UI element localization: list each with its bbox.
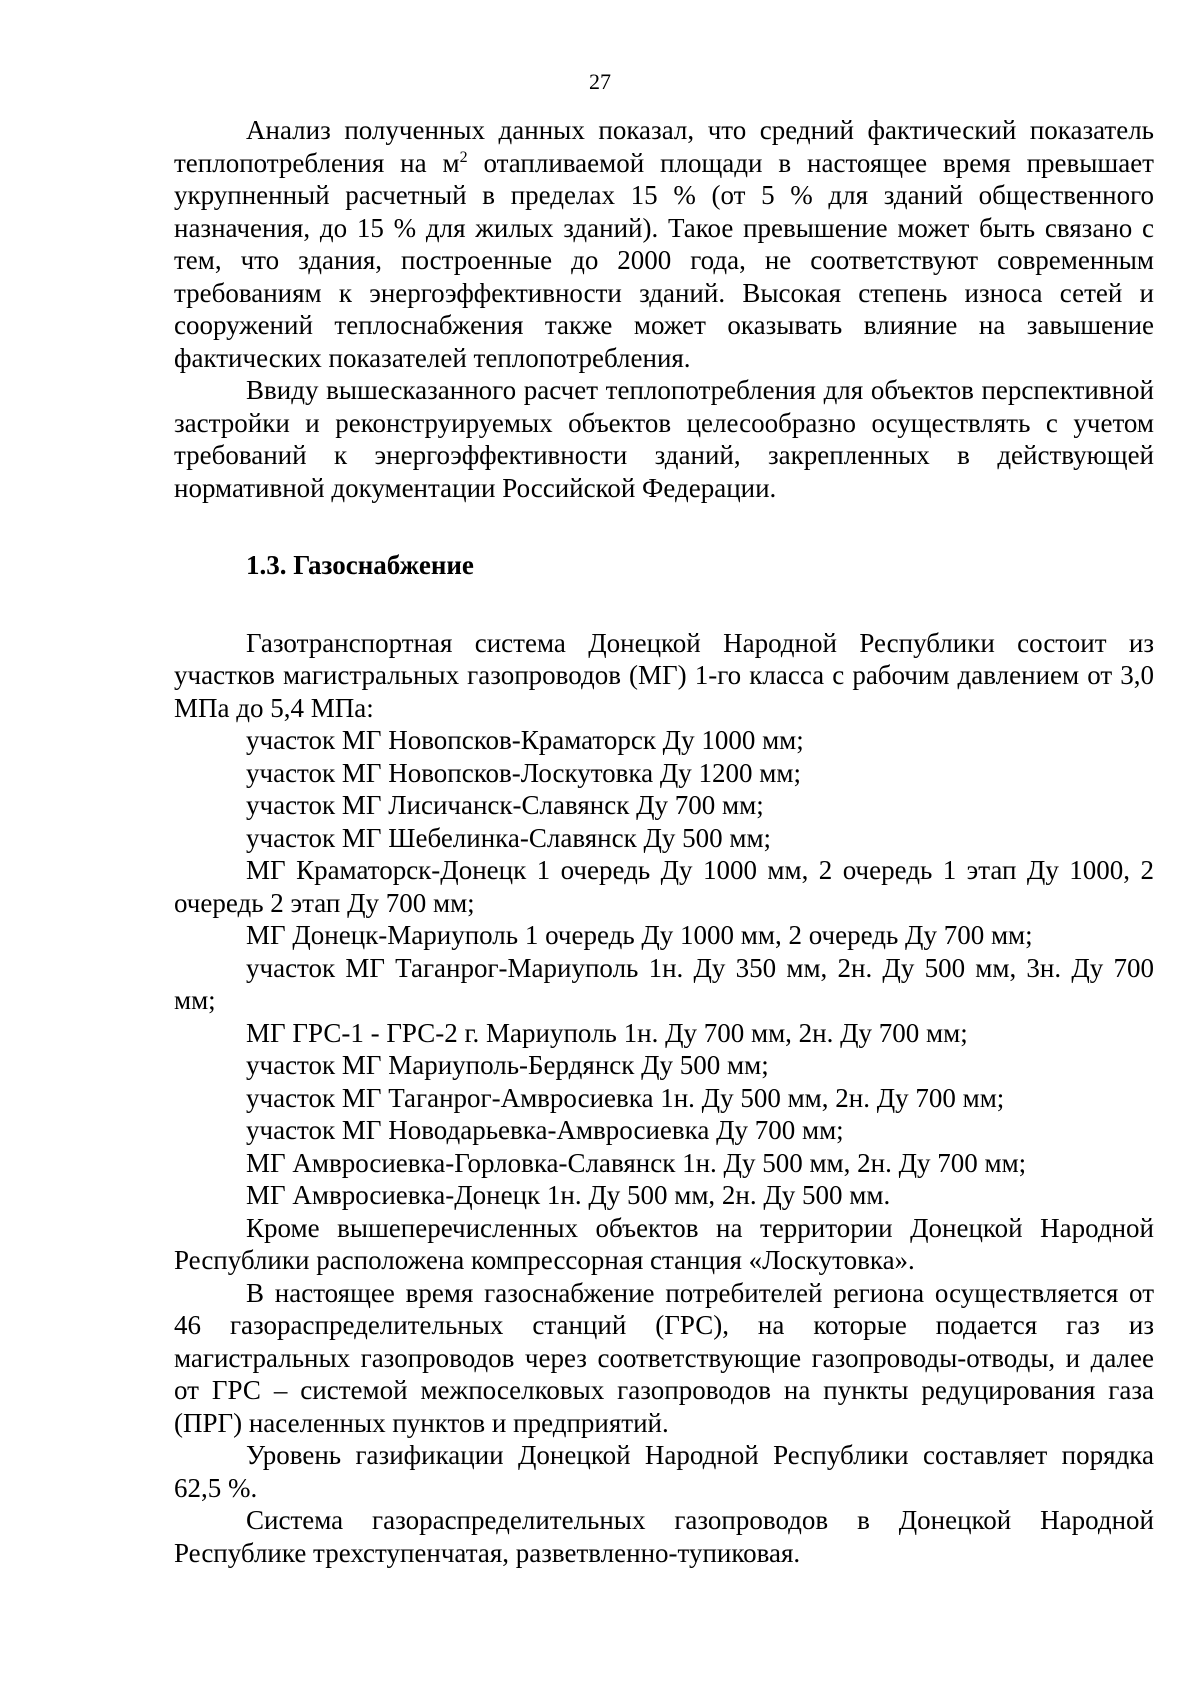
paragraph-gasification-level: Уровень газификации Донецкой Народной Республики составляет порядка 62,5 %. [174,1440,1154,1503]
list-item: участок МГ Новопсков-Краматорск Ду 1000 мм; [246,725,804,755]
section-heading: 1.3. Газоснабжение [246,550,474,580]
list-item: МГ Амвросиевка-Донецк 1н. Ду 500 мм, 2н. Ду 500 мм. [246,1180,891,1210]
list-item: МГ Амвросиевка-Горловка-Славянск 1н. Ду 500 мм, 2н. Ду 700 мм; [246,1147,1027,1178]
list-item: участок МГ Новопсков-Лоскутовка Ду 1200 мм; [246,757,801,788]
superscript-2: 2 [459,148,468,166]
paragraph-text: Анализ полученных данных показал, что средний фактический показатель теплопотребления на м [174,115,1154,178]
page-number: 27 [589,69,611,94]
pipeline-list [174,724,1154,1212]
list-item: МГ ГРС-1 - ГРС-2 г. Мариуполь 1н. Ду 700 мм, 2н. Ду 700 мм; [246,1017,968,1048]
list-item: участок МГ Мариуполь-Бердянск Ду 500 мм; [246,1050,769,1080]
list-item: участок МГ Таганрог-Мариуполь 1н. Ду 350 мм, 2н. Ду 500 мм, 3н. Ду 700 мм; [174,952,1154,1015]
paragraph-calculation-recommendation: Ввиду вышесказанного расчет теплопотребления для объектов перспективной застройки и реконструируемых объектов целесообразно осуществлять с учетом требований к энергоэффективности зданий, закрепленных в действующей нормативной документации Российской Федерации. [174,375,1154,503]
paragraph-compressor-station: Кроме вышеперечисленных объектов на территории Донецкой Народной Республики расположена компрессорная станция «Лоскутовка». [174,1212,1154,1275]
page-content [174,114,1154,1569]
paragraph-gas-transport-system: Газотранспортная система Донецкой Народной Республики состоит из участков магистральных газопроводов (МГ) 1-го класса с рабочим давлением от 3,0 МПа до 5,4 МПа: [174,627,1154,723]
list-item: участок МГ Таганрог-Амвросиевка 1н. Ду 500 мм, 2н. Ду 700 мм; [246,1082,1005,1113]
list-item: участок МГ Новодарьевка-Амвросиевка Ду 700 мм; [246,1115,844,1145]
paragraph-gas-supply: В настоящее время газоснабжение потребителей региона осуществляется от 46 газораспределительных станций (ГРС), на которые подается газ из магистральных газопроводов через соответствующие газопроводы-отводы, и далее от ГРС – системой межпоселковых газопроводов на пункты редуцирования газа (ПРГ) населенных пунктов и предприятий. [174,1277,1154,1438]
list-item: МГ Краматорск-Донецк 1 очередь Ду 1000 мм, 2 очередь 1 этап Ду 1000, 2 очередь 2 этап Ду 700 мм; [174,855,1154,918]
paragraph-heat-consumption-analysis [174,114,1154,374]
list-item: участок МГ Шебелинка-Славянск Ду 500 мм; [246,822,772,853]
list-item: МГ Донецк-Мариуполь 1 очередь Ду 1000 мм, 2 очередь Ду 700 мм; [246,920,1033,950]
paragraph-text: отапливаемой площади в настоящее время превышает укрупненный расчетный в пределах 15 % (от 5 % для зданий общественного назначения, до 15 % для жилых зданий). Такое превышение может быть связано с тем, что здания, построенные до 2000 года, не соответствуют современным требованиям к энергоэффективности зданий. Высокая степень износа сетей и сооружений теплоснабжения также может оказывать влияние на завышение фактических показателей теплопотребления. [174,147,1154,373]
list-item: участок МГ Лисичанск-Славянск Ду 700 мм; [246,790,764,820]
paragraph-distribution-system: Система газораспределительных газопроводов в Донецкой Народной Республике трехступенчатая, разветвленно-тупиковая. [174,1505,1154,1568]
